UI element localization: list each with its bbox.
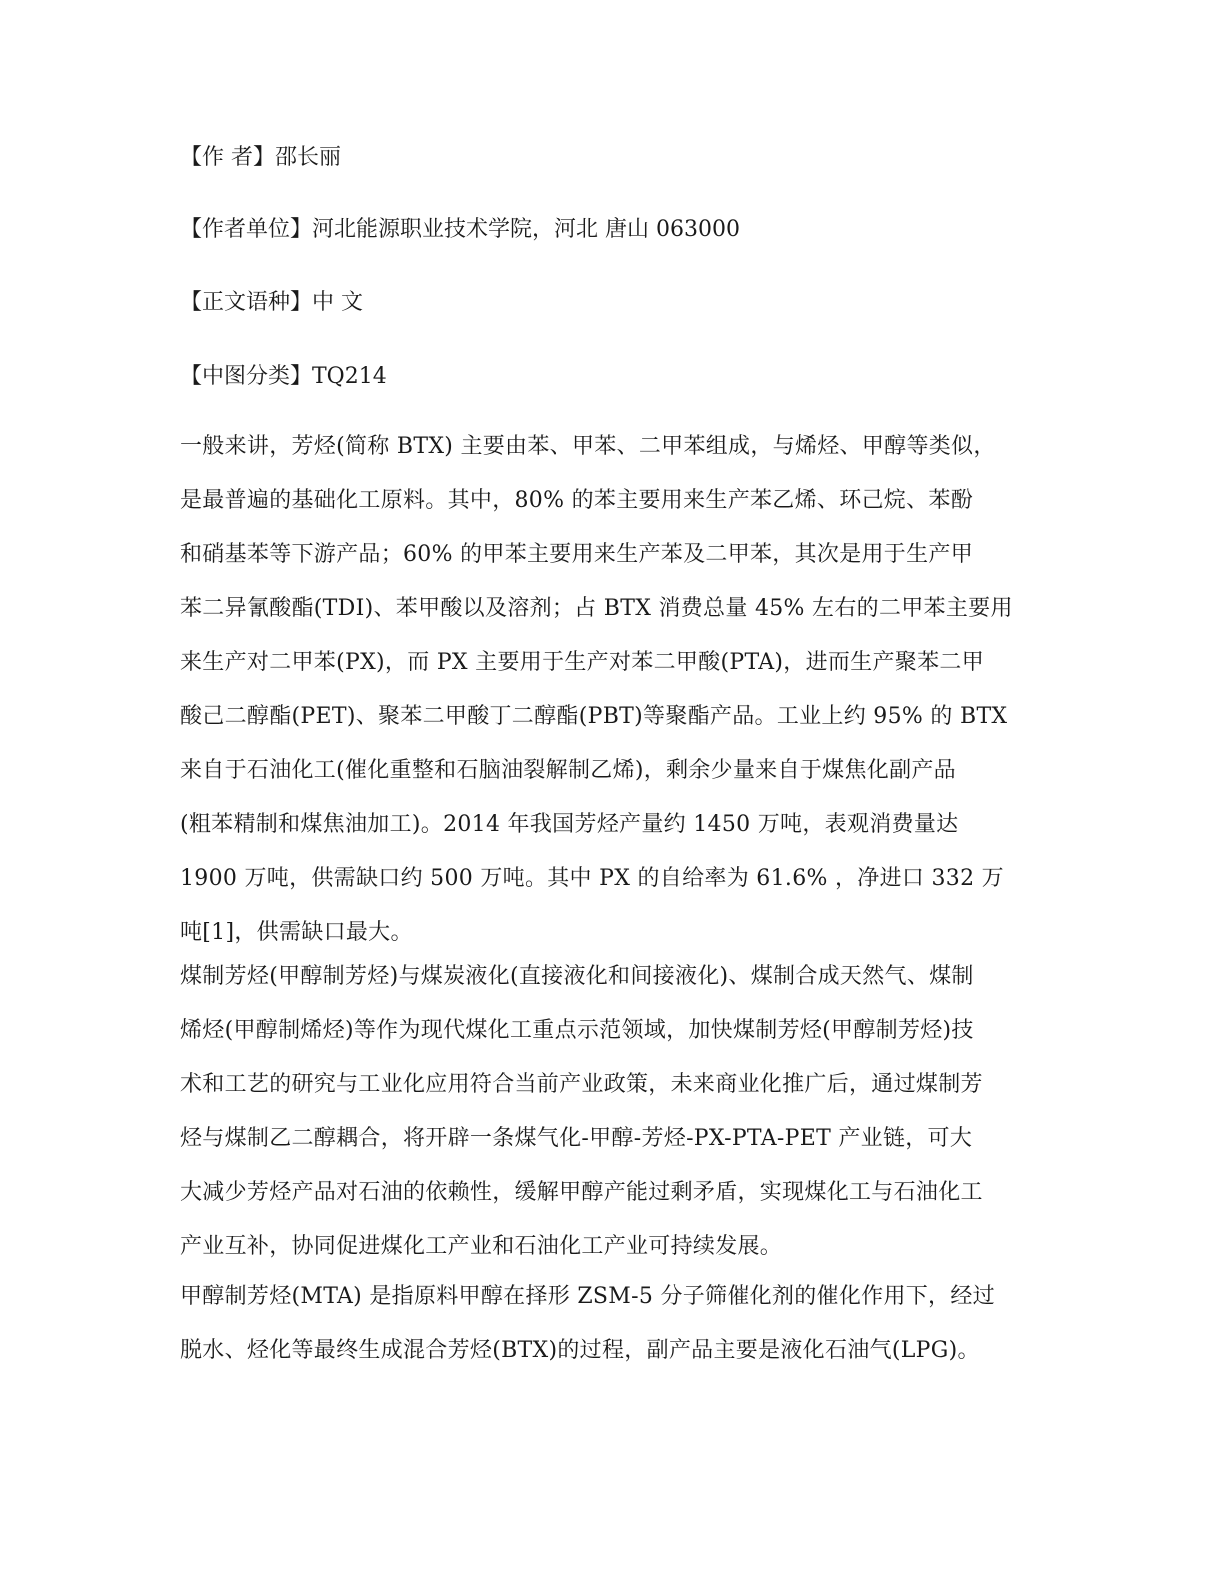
paragraph-mta <box>180 1282 1040 1390</box>
paragraph-intro <box>180 432 1040 972</box>
text-line: 烃与煤制乙二醇耦合，将开辟一条煤气化-甲醇-芳烃-PX-PTA-PET 产业链，可大 <box>180 1126 973 1151</box>
text-line: 煤制芳烃(甲醇制芳烃)与煤炭液化(直接液化和间接液化)、煤制合成天然气、煤制 <box>180 964 974 989</box>
text-line: 产业互补，协同促进煤化工产业和石油化工产业可持续发展。 <box>180 1234 783 1259</box>
affiliation-line: 【作者单位】河北能源职业技术学院，河北 唐山 063000 <box>180 217 740 242</box>
text-line: 一般来讲，芳烃(简称 BTX) 主要由苯、甲苯、二甲苯组成，与烯烃、甲醇等类似， <box>180 434 996 459</box>
text-line: 烯烃(甲醇制烯烃)等作为现代煤化工重点示范领域，加快煤制芳烃(甲醇制芳烃)技 <box>180 1018 974 1043</box>
classification-line: 【中图分类】TQ214 <box>180 364 387 389</box>
text-line: 酸己二醇酯(PET)、聚苯二甲酸丁二醇酯(PBT)等聚酯产品。工业上约 95% 的 BTX <box>180 704 1008 729</box>
text-line: 脱水、烃化等最终生成混合芳烃(BTX)的过程，副产品主要是液化石油气(LPG)。 <box>180 1338 980 1363</box>
text-line: 吨[1]，供需缺口最大。 <box>180 920 413 945</box>
text-line: 来生产对二甲苯(PX)，而 PX 主要用于生产对苯二甲酸(PTA)，进而生产聚苯二甲 <box>180 650 985 675</box>
paragraph-coal-to-aromatics <box>180 962 1040 1286</box>
text-line: (粗苯精制和煤焦油加工)。2014 年我国芳烃产量约 1450 万吨，表观消费量达 <box>180 812 959 837</box>
text-line: 甲醇制芳烃(MTA) 是指原料甲醇在择形 ZSM-5 分子筛催化剂的催化作用下，经过 <box>180 1284 995 1309</box>
text-line: 术和工艺的研究与工业化应用符合当前产业政策，未来商业化推广后，通过煤制芳 <box>180 1072 983 1097</box>
text-line: 来自于石油化工(催化重整和石脑油裂解制乙烯)，剩余少量来自于煤焦化副产品 <box>180 758 956 783</box>
author-line: 【作 者】邵长丽 <box>180 145 341 170</box>
language-line: 【正文语种】中 文 <box>180 290 363 315</box>
text-line: 苯二异氰酸酯(TDI)、苯甲酸以及溶剂；占 BTX 消费总量 45% 左右的二甲苯主要用 <box>180 596 1013 621</box>
text-line: 大减少芳烃产品对石油的依赖性，缓解甲醇产能过剩矛盾，实现煤化工与石油化工 <box>180 1180 983 1205</box>
text-line: 是最普遍的基础化工原料。其中，80% 的苯主要用来生产苯乙烯、环己烷、苯酚 <box>180 488 973 513</box>
text-line: 1900 万吨，供需缺口约 500 万吨。其中 PX 的自给率为 61.6% ，净进口 332 万 <box>180 866 1004 891</box>
text-line: 和硝基苯等下游产品；60% 的甲苯主要用来生产苯及二甲苯，其次是用于生产甲 <box>180 542 973 567</box>
